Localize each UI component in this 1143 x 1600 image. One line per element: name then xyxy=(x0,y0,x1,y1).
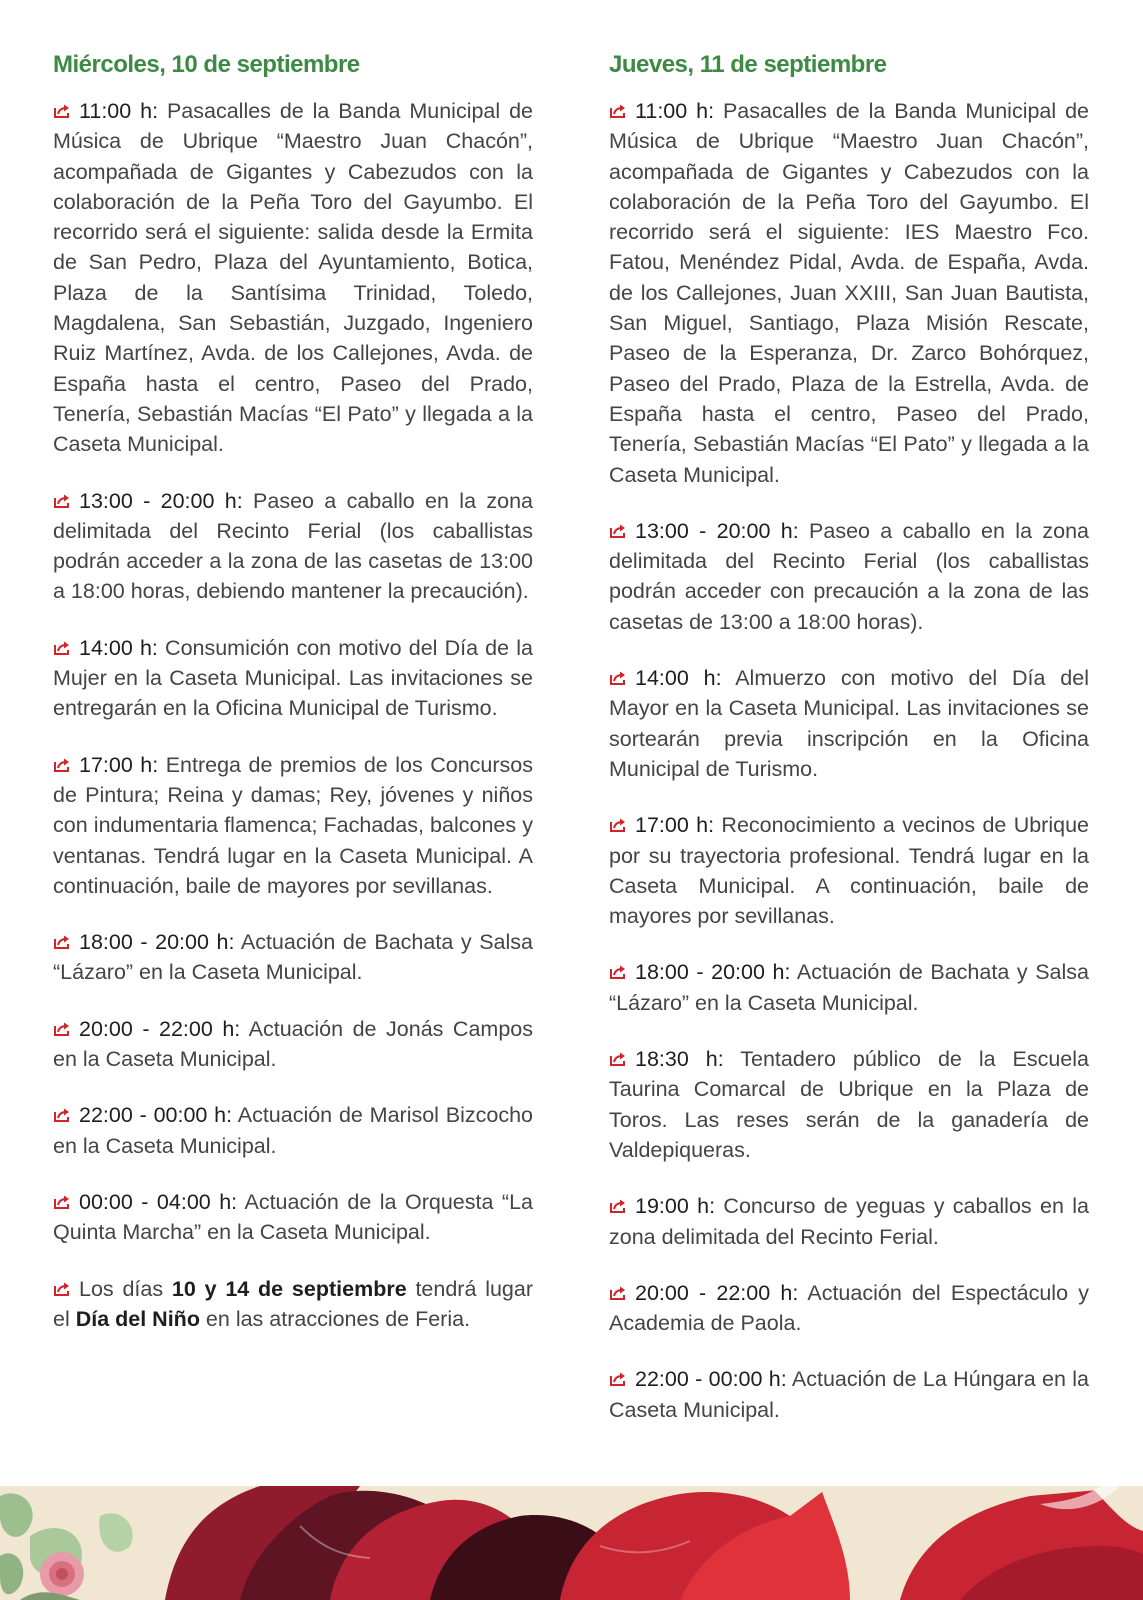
event-time: 17:00 h: xyxy=(635,813,715,838)
flamenco-illustration xyxy=(0,1486,1143,1600)
event-description: Actuación de Bachata y Salsa “Lázaro” en la Caseta Municipal. xyxy=(609,960,1089,1015)
event-entry xyxy=(53,1014,533,1075)
event-time: 11:00 h: xyxy=(79,99,159,123)
event-entry xyxy=(609,1044,1089,1165)
event-description: Reconocimiento a vecinos de Ubrique por su trayectoria profesional. Tendrá lugar en la Caseta Municipal. A continuación, baile de mayores por sevillanas. xyxy=(609,813,1089,929)
share-arrow-icon xyxy=(53,103,71,119)
thursday-column xyxy=(609,48,1089,1451)
event-time: 18:00 - 20:00 h: xyxy=(79,930,235,955)
footer-illustration xyxy=(0,1486,1143,1600)
share-arrow-icon xyxy=(609,103,627,119)
event-time: 18:00 - 20:00 h: xyxy=(635,960,791,985)
note-text: en las atracciones de Feria. xyxy=(199,1306,471,1331)
share-arrow-icon xyxy=(53,1281,71,1297)
event-description: Almuerzo con motivo del Día del Mayor en la Caseta Municipal. Las invitaciones se sortearán previa inscripción en la Oficina Municipal de Turismo. xyxy=(609,666,1089,781)
share-arrow-icon xyxy=(609,1198,627,1214)
event-time: 22:00 - 00:00 h: xyxy=(79,1103,233,1128)
event-description: Pasacalles de la Banda Municipal de Música de Ubrique “Maestro Juan Chacón”, acompañada de Gigantes y Cabezudos con la colaboración de la Peña Toro del Gayumbo. El recorrido será el siguiente: salida desde la Ermita de San Pedro, Plaza del Ayuntamiento, Botica, Plaza de la Santísima Trinidad, Toledo, Magdalena, San Sebastián, Juzgado, Ingeniero Ruiz Martínez, Avda. de los Callejones, Avda. de España hasta el centro, Paseo del Prado, Tenería, Sebastián Macías “El Pato” y llegada a la Caseta Municipal. xyxy=(53,99,533,457)
event-time: 20:00 - 22:00 h: xyxy=(635,1280,799,1305)
share-arrow-icon xyxy=(53,640,71,656)
event-entry xyxy=(609,810,1089,931)
thursday-title: Jueves, 11 de septiembre xyxy=(609,51,887,78)
event-time: 13:00 - 20:00 h: xyxy=(79,488,243,513)
share-arrow-icon xyxy=(53,1107,71,1123)
share-arrow-icon xyxy=(609,817,627,833)
event-description: Actuación de Jonás Campos en la Caseta Municipal. xyxy=(53,1016,533,1072)
event-entry xyxy=(609,663,1089,784)
event-entry xyxy=(609,1278,1089,1339)
event-description: Actuación de Marisol Bizcocho en la Caseta Municipal. xyxy=(53,1103,533,1158)
childrens-day-note xyxy=(53,1274,533,1335)
event-entry xyxy=(53,927,533,988)
event-entry xyxy=(609,1364,1089,1425)
event-description: Actuación de La Húngara en la Caseta Municipal. xyxy=(609,1367,1089,1422)
event-time: 14:00 h: xyxy=(79,635,158,660)
event-entry xyxy=(609,516,1089,637)
note-text: Los días xyxy=(79,1276,172,1301)
share-arrow-icon xyxy=(53,493,71,509)
event-description: Actuación del Espectáculo y Academia de Paola. xyxy=(609,1280,1089,1336)
note-dates: 10 y 14 de septiembre xyxy=(171,1276,407,1301)
event-description: Concurso de yeguas y caballos en la zona delimitada del Recinto Ferial. xyxy=(609,1194,1089,1249)
event-entry xyxy=(53,1100,533,1161)
wednesday-column xyxy=(53,48,533,1360)
event-description: Actuación de Bachata y Salsa “Lázaro” en la Caseta Municipal. xyxy=(53,930,533,985)
event-time: 11:00 h: xyxy=(635,99,715,123)
event-entry xyxy=(53,750,533,901)
event-entry xyxy=(53,633,533,724)
share-arrow-icon xyxy=(609,1285,627,1301)
event-description: Pasacalles de la Banda Municipal de Música de Ubrique “Maestro Juan Chacón”, acompañada de Gigantes y Cabezudos con la colaboración de la Peña Toro del Gayumbo. El recorrido será el siguiente: IES Maestro Fco. Fatou, Menéndez Pidal, Avda. de España, Avda. de los Callejones, Juan XXIII, San Juan Bautista, San Miguel, Santiago, Plaza Misión Rescate, Paseo de la Esperanza, Dr. Zarco Bohórquez, Paseo del Prado, Plaza de la Estrella, Avda. de España hasta el centro, Paseo del Prado, Tenería, Sebastián Macías “El Pato” y llegada a la Caseta Municipal. xyxy=(609,99,1089,487)
event-entry xyxy=(53,96,533,460)
event-time: 14:00 h: xyxy=(635,666,722,691)
event-description: Consumición con motivo del Día de la Mujer en la Caseta Municipal. Las invitaciones se entregarán en la Oficina Municipal de Turismo. xyxy=(53,635,533,721)
event-entry xyxy=(53,486,533,607)
event-description: Paseo a caballo en la zona delimitada del Recinto Ferial (los caballistas podrán acceder a la zona de las casetas de 13:00 a 18:00 horas, debiendo mantener la precaución). xyxy=(53,488,533,604)
share-arrow-icon xyxy=(609,670,627,686)
event-time: 20:00 - 22:00 h: xyxy=(79,1016,241,1041)
share-arrow-icon xyxy=(609,964,627,980)
event-time: 19:00 h: xyxy=(635,1194,716,1219)
share-arrow-icon xyxy=(609,523,627,539)
note-text: tendrá lugar el xyxy=(53,1276,534,1331)
event-time: 18:30 h: xyxy=(635,1047,724,1072)
share-arrow-icon xyxy=(53,1194,71,1210)
event-time: 22:00 - 00:00 h: xyxy=(635,1367,787,1392)
event-entry xyxy=(609,96,1089,490)
event-description: Actuación de la Orquesta “La Quinta Marcha” en la Caseta Municipal. xyxy=(53,1189,533,1245)
event-entry xyxy=(609,957,1089,1018)
share-arrow-icon xyxy=(53,757,71,773)
event-time: 17:00 h: xyxy=(79,752,159,777)
share-arrow-icon xyxy=(53,1021,71,1037)
wednesday-title: Miércoles, 10 de septiembre xyxy=(53,51,360,78)
event-description: Paseo a caballo en la zona delimitada del Recinto Ferial (los caballistas podrán acceder con precaución a la zona de las casetas de 13:00 a 18:00 horas). xyxy=(609,518,1089,634)
event-entry xyxy=(609,1191,1089,1252)
share-arrow-icon xyxy=(609,1371,627,1387)
event-description: Entrega de premios de los Concursos de Pintura; Reina y damas; Rey, jóvenes y niños con indumentaria flamenca; Fachadas, balcones y ventanas. Tendrá lugar en la Caseta Municipal. A continuación, baile de mayores por sevillanas. xyxy=(53,752,533,898)
share-arrow-icon xyxy=(609,1051,627,1067)
event-entry xyxy=(53,1187,533,1248)
event-time: 00:00 - 04:00 h: xyxy=(79,1189,238,1214)
note-event-name: Día del Niño xyxy=(75,1306,200,1331)
event-time: 13:00 - 20:00 h: xyxy=(635,518,799,543)
share-arrow-icon xyxy=(53,934,71,950)
event-description: Tentadero público de la Escuela Taurina Comarcal de Ubrique en la Plaza de Toros. Las reses serán de la ganadería de Valdepiqueras. xyxy=(609,1047,1089,1162)
